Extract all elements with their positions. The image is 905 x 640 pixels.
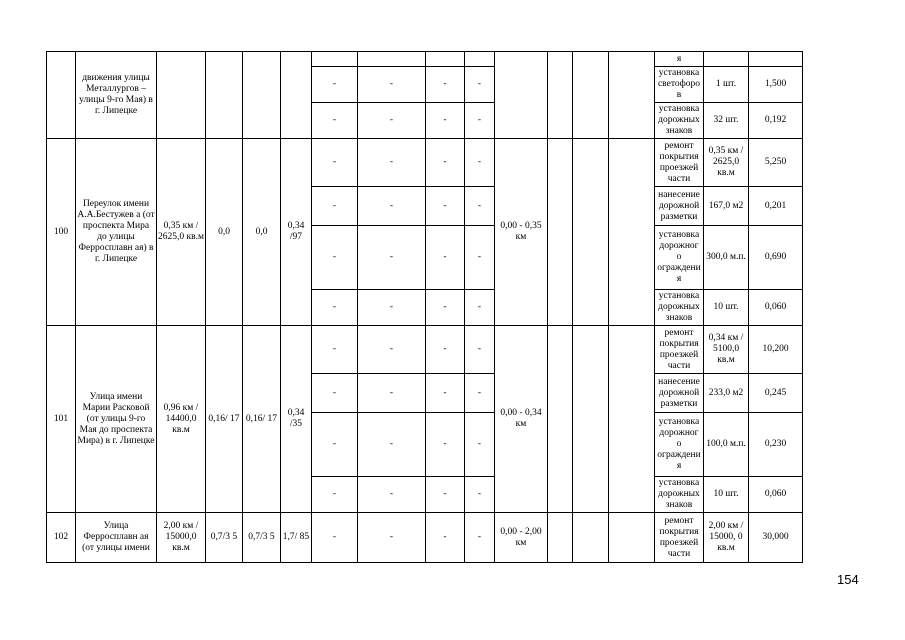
- cell-c1: -: [312, 103, 358, 139]
- cell-c4: -: [465, 513, 495, 563]
- cell-cost: 0,192: [749, 103, 803, 139]
- cell-empty: [548, 326, 573, 513]
- cell-length: [157, 52, 206, 139]
- cell-c4: -: [465, 477, 495, 513]
- cell-qty: 300,0 м.п.: [704, 226, 749, 290]
- cell-c4: -: [465, 187, 495, 226]
- cell-object-name: Переулок имени А.А.Бестужев а (от проспекта Мира до улицы Ферросплавн ая) в г. Липецке: [76, 139, 157, 326]
- cell-qty: 10 шт.: [704, 290, 749, 326]
- table-row: [47, 326, 803, 374]
- cell-qty: 0,34 км / 5100,0 кв.м: [704, 326, 749, 374]
- cell-qty: [704, 52, 749, 67]
- cell-c2: -: [358, 374, 426, 413]
- cell-work: установка дорожног о ограждени я: [655, 413, 704, 477]
- cell-v2: 0,7/3 5: [243, 513, 281, 563]
- cell-empty: [573, 52, 609, 139]
- cell-c3: -: [426, 139, 465, 187]
- cell-c1: -: [312, 187, 358, 226]
- cell-c4: -: [465, 413, 495, 477]
- cell-km-range: 0,00 - 2,00 км: [495, 513, 548, 563]
- cell-qty: 100,0 м.п.: [704, 413, 749, 477]
- cell-empty: [548, 52, 573, 139]
- cell-c1: -: [312, 374, 358, 413]
- cell-empty: [548, 513, 573, 563]
- cell-cost: 0,230: [749, 413, 803, 477]
- cell-num: 100: [47, 139, 76, 326]
- cell-length: 0,35 км / 2625,0 кв.м: [157, 139, 206, 326]
- cell-cost: 0,245: [749, 374, 803, 413]
- cell-c3: -: [426, 67, 465, 103]
- cell-v3: 1,7/ 85: [281, 513, 312, 563]
- cell-cost: [749, 52, 803, 67]
- cell-c2: -: [358, 477, 426, 513]
- cell-num: 101: [47, 326, 76, 513]
- cell-work: установка дорожных знаков: [655, 290, 704, 326]
- cell-km-range: [495, 52, 548, 139]
- cell-length: 2,00 км / 15000,0 кв.м: [157, 513, 206, 563]
- cell-c3: -: [426, 187, 465, 226]
- cell-empty: [609, 326, 655, 513]
- cell-c4: [465, 52, 495, 67]
- cell-work: я: [655, 52, 704, 67]
- cell-c3: -: [426, 374, 465, 413]
- road-works-table: [46, 51, 803, 563]
- cell-qty: 32 шт.: [704, 103, 749, 139]
- cell-empty: [548, 139, 573, 326]
- cell-c2: -: [358, 139, 426, 187]
- cell-c3: -: [426, 103, 465, 139]
- cell-length: 0,96 км / 14400,0 кв.м: [157, 326, 206, 513]
- cell-c3: [426, 52, 465, 67]
- cell-qty: 10 шт.: [704, 477, 749, 513]
- cell-empty: [573, 326, 609, 513]
- cell-v3: 0,34 /97: [281, 139, 312, 326]
- cell-v1: [206, 52, 243, 139]
- cell-c2: -: [358, 67, 426, 103]
- cell-object-name: Улица имени Марии Расковой (от улицы 9-го Мая до проспекта Мира) в г. Липецке: [76, 326, 157, 513]
- cell-cost: 5,250: [749, 139, 803, 187]
- cell-cost: 1,500: [749, 67, 803, 103]
- cell-work: установка светофоро в: [655, 67, 704, 103]
- cell-work: установка дорожног о ограждени я: [655, 226, 704, 290]
- cell-qty: 1 шт.: [704, 67, 749, 103]
- cell-c1: -: [312, 326, 358, 374]
- table-row: [47, 52, 803, 67]
- cell-v1: 0,0: [206, 139, 243, 326]
- cell-num: [47, 52, 76, 139]
- cell-cost: 0,690: [749, 226, 803, 290]
- cell-v3: 0,34 /35: [281, 326, 312, 513]
- cell-empty: [609, 139, 655, 326]
- cell-c1: -: [312, 290, 358, 326]
- cell-c1: -: [312, 226, 358, 290]
- cell-c2: -: [358, 226, 426, 290]
- cell-c3: -: [426, 226, 465, 290]
- cell-c4: -: [465, 374, 495, 413]
- cell-km-range: 0,00 - 0,35 км: [495, 139, 548, 326]
- cell-v2: 0,16/ 17: [243, 326, 281, 513]
- cell-num: 102: [47, 513, 76, 563]
- cell-work: нанесение дорожной разметки: [655, 374, 704, 413]
- cell-object-name: движения улицы Металлургов – улицы 9-го Мая) в г. Липецке: [76, 52, 157, 139]
- cell-cost: 0,060: [749, 477, 803, 513]
- cell-c4: -: [465, 139, 495, 187]
- cell-c1: -: [312, 139, 358, 187]
- cell-qty: 167,0 м2: [704, 187, 749, 226]
- page-number: 154: [837, 572, 859, 587]
- cell-work: ремонт покрытия проезжей части: [655, 139, 704, 187]
- cell-qty: 0,35 км / 2625,0 кв.м: [704, 139, 749, 187]
- cell-c2: -: [358, 413, 426, 477]
- cell-empty: [573, 513, 609, 563]
- cell-c2: [358, 52, 426, 67]
- cell-empty: [609, 513, 655, 563]
- cell-v2: 0,0: [243, 139, 281, 326]
- cell-c4: -: [465, 290, 495, 326]
- cell-v2: [243, 52, 281, 139]
- cell-cost: 0,060: [749, 290, 803, 326]
- cell-qty: 2,00 км / 15000, 0 кв.м: [704, 513, 749, 563]
- cell-c1: [312, 52, 358, 67]
- cell-object-name: Улица Ферросплавн ая (от улицы имени: [76, 513, 157, 563]
- cell-c4: -: [465, 226, 495, 290]
- cell-work: установка дорожных знаков: [655, 103, 704, 139]
- table-row: [47, 139, 803, 187]
- cell-c4: -: [465, 67, 495, 103]
- cell-cost: 30,000: [749, 513, 803, 563]
- cell-c2: -: [358, 326, 426, 374]
- cell-c4: -: [465, 103, 495, 139]
- cell-c1: -: [312, 513, 358, 563]
- cell-empty: [573, 139, 609, 326]
- cell-work: ремонт покрытия проезжей части: [655, 326, 704, 374]
- cell-c3: -: [426, 326, 465, 374]
- table-row: [47, 513, 803, 563]
- cell-work: нанесение дорожной разметки: [655, 187, 704, 226]
- cell-c1: -: [312, 477, 358, 513]
- cell-c3: -: [426, 513, 465, 563]
- cell-v3: [281, 52, 312, 139]
- cell-c4: -: [465, 326, 495, 374]
- cell-c3: -: [426, 290, 465, 326]
- cell-c1: -: [312, 67, 358, 103]
- cell-c2: -: [358, 187, 426, 226]
- cell-c1: -: [312, 413, 358, 477]
- cell-c3: -: [426, 477, 465, 513]
- cell-c2: -: [358, 103, 426, 139]
- cell-c2: -: [358, 290, 426, 326]
- cell-v1: 0,16/ 17: [206, 326, 243, 513]
- cell-cost: 0,201: [749, 187, 803, 226]
- cell-v1: 0,7/3 5: [206, 513, 243, 563]
- cell-c2: -: [358, 513, 426, 563]
- cell-c3: -: [426, 413, 465, 477]
- cell-work: установка дорожных знаков: [655, 477, 704, 513]
- cell-empty: [609, 52, 655, 139]
- cell-cost: 10,200: [749, 326, 803, 374]
- cell-work: ремонт покрытия проезжей части: [655, 513, 704, 563]
- cell-qty: 233,0 м2: [704, 374, 749, 413]
- cell-km-range: 0,00 - 0,34 км: [495, 326, 548, 513]
